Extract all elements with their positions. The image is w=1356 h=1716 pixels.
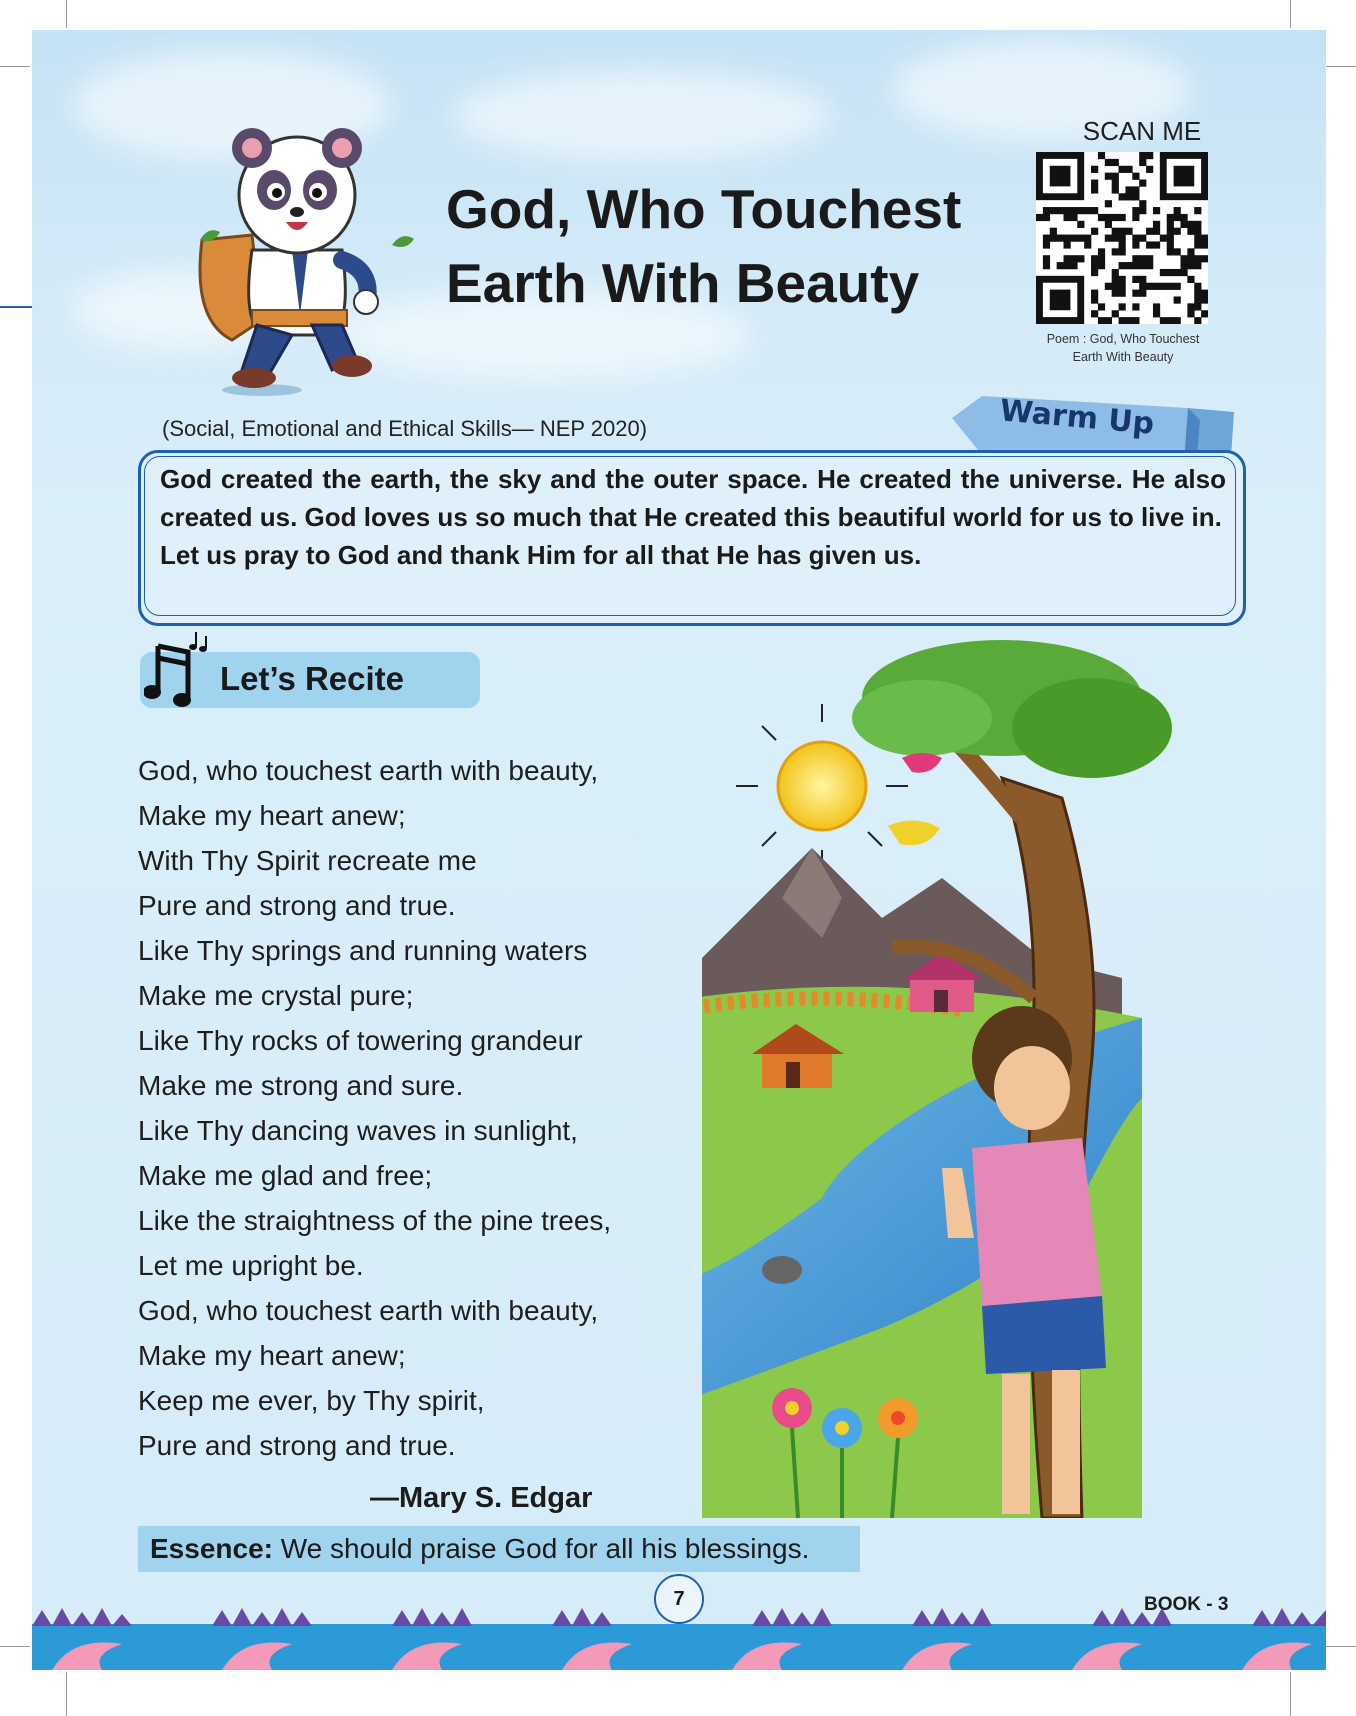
- poem-line: Pure and strong and true.: [138, 1430, 456, 1461]
- warm-up-text: [160, 460, 1226, 574]
- poem-line: Like the straightness of the pine trees,: [138, 1205, 612, 1236]
- poem-line: With Thy Spirit recreate me: [138, 845, 477, 876]
- bird-icon: [902, 753, 942, 773]
- poem-line: Make me crystal pure;: [138, 980, 414, 1011]
- cloud: [452, 70, 832, 160]
- poem-line: Let me upright be.: [138, 1250, 364, 1281]
- poem-line: Like Thy springs and running waters: [138, 935, 588, 966]
- footer-wave-border: [32, 1604, 1326, 1670]
- poem-line: Make me strong and sure.: [138, 1070, 464, 1101]
- poem-line: Like Thy rocks of towering grandeur: [138, 1025, 583, 1056]
- poem-line: Keep me ever, by Thy spirit,: [138, 1385, 485, 1416]
- warm-up-paragraph-1: God created the earth, the sky and the outer space. He created the universe. He also created us. God loves us so much that He created this beautiful world for us to live in.: [160, 464, 1226, 532]
- flower-icon: [822, 1408, 862, 1448]
- prayer-scene-illustration: [702, 638, 1222, 1518]
- poem-line: Make my heart anew;: [138, 1340, 406, 1371]
- bird-icon: [888, 820, 940, 845]
- page-number: 7: [654, 1574, 704, 1624]
- poem-line: Make my heart anew;: [138, 800, 406, 831]
- poem-author: —Mary S. Edgar: [370, 1482, 593, 1514]
- crop-mark: [0, 1646, 30, 1647]
- panda-mascot-illustration: [182, 120, 432, 400]
- qr-code[interactable]: [1036, 152, 1208, 324]
- poem-line: Pure and strong and true.: [138, 890, 456, 921]
- essence-bar: [138, 1526, 860, 1572]
- poem-line: Make me glad and free;: [138, 1160, 433, 1191]
- qr-caption-line-1: Poem : God, Who Touchest: [1046, 332, 1200, 346]
- crop-mark: [1326, 1646, 1356, 1647]
- side-marker: [0, 306, 34, 308]
- scan-me-label: SCAN ME: [1082, 116, 1202, 146]
- essence-label: Essence:: [150, 1533, 273, 1564]
- music-notes-icon: [144, 628, 216, 714]
- flower-icon: [878, 1398, 918, 1438]
- page: [32, 30, 1326, 1670]
- crop-mark: [1290, 1672, 1291, 1716]
- crop-mark: [66, 0, 67, 28]
- poem-line: Like Thy dancing waves in sunlight,: [138, 1115, 578, 1146]
- crop-mark: [66, 1672, 67, 1716]
- recite-heading: Let’s Recite: [220, 660, 405, 697]
- title-line-1: God, Who Touchest: [446, 178, 962, 240]
- poem-line: God, who touchest earth with beauty,: [138, 755, 599, 786]
- title-line-2: Earth With Beauty: [446, 252, 920, 314]
- warm-up-paragraph-2: Let us pray to God and thank Him for all that He has given us.: [160, 540, 922, 570]
- qr-caption: [1042, 330, 1204, 366]
- crop-mark: [1290, 0, 1291, 28]
- skills-note: (Social, Emotional and Ethical Skills— NEP 2020): [162, 416, 648, 441]
- qr-caption-line-2: Earth With Beauty: [1072, 350, 1174, 364]
- essence-text: We should praise God for all his blessings.: [272, 1533, 810, 1564]
- poem-line: God, who touchest earth with beauty,: [138, 1295, 599, 1326]
- flower-icon: [772, 1388, 812, 1428]
- crop-mark: [0, 66, 30, 67]
- poem-lines: [138, 748, 611, 1468]
- warm-up-label: Warm Up: [998, 393, 1156, 442]
- book-label: BOOK - 3: [1144, 1594, 1229, 1615]
- page-title: [446, 172, 1046, 320]
- crop-mark: [1326, 66, 1356, 67]
